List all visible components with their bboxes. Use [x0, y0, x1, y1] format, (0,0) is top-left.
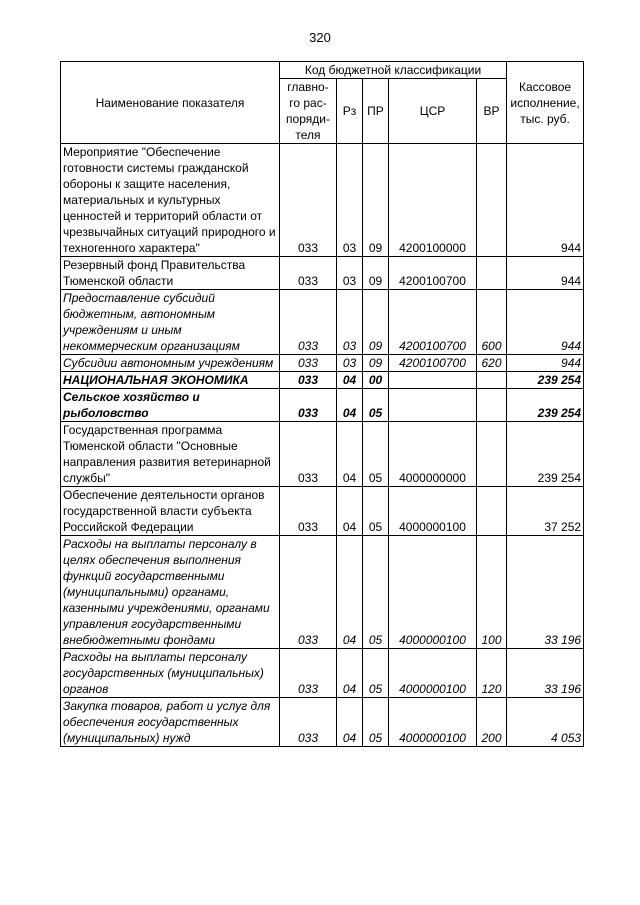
cell-admin: 033	[280, 372, 337, 389]
cell-amount: 944	[507, 257, 584, 290]
cell-vr: 200	[477, 698, 507, 747]
cell-amount: 33 196	[507, 536, 584, 649]
cell-rz: 04	[337, 536, 363, 649]
table-row	[61, 389, 584, 422]
cell-admin: 033	[280, 487, 337, 536]
cell-csr	[389, 372, 477, 389]
header-rz: Рз	[337, 79, 363, 144]
table-row	[61, 372, 584, 389]
cell-rz: 04	[337, 649, 363, 698]
cell-admin: 033	[280, 536, 337, 649]
cell-name: НАЦИОНАЛЬНАЯ ЭКОНОМИКА	[61, 372, 280, 389]
cell-amount: 239 254	[507, 389, 584, 422]
cell-amount: 944	[507, 290, 584, 355]
header-vr: ВР	[477, 79, 507, 144]
cell-name: Расходы на выплаты персоналу государственных (муниципальных) органов	[61, 649, 280, 698]
table-row	[61, 487, 584, 536]
cell-pr: 05	[363, 649, 389, 698]
cell-amount: 239 254	[507, 372, 584, 389]
cell-pr: 05	[363, 487, 389, 536]
cell-pr: 09	[363, 257, 389, 290]
cell-vr: 120	[477, 649, 507, 698]
cell-csr: 4200100700	[389, 290, 477, 355]
cell-amount: 4 053	[507, 698, 584, 747]
cell-rz: 03	[337, 257, 363, 290]
cell-vr	[477, 422, 507, 487]
table-row	[61, 144, 584, 257]
cell-rz: 03	[337, 355, 363, 372]
cell-vr	[477, 257, 507, 290]
cell-name: Субсидии автономным учреждениям	[61, 355, 280, 372]
cell-vr	[477, 144, 507, 257]
cell-name: Государственная программа Тюменской области "Основные направления развития ветеринарной службы"	[61, 422, 280, 487]
header-pr: ПР	[363, 79, 389, 144]
cell-rz: 04	[337, 422, 363, 487]
cell-name: Обеспечение деятельности органов государственной власти субъекта Российской Федерации	[61, 487, 280, 536]
cell-rz: 04	[337, 389, 363, 422]
cell-pr: 09	[363, 355, 389, 372]
cell-name: Сельское хозяйство и рыболовство	[61, 389, 280, 422]
cell-amount: 944	[507, 355, 584, 372]
budget-table	[60, 61, 584, 747]
cell-vr: 100	[477, 536, 507, 649]
cell-name: Резервный фонд Правительства Тюменской области	[61, 257, 280, 290]
cell-rz: 04	[337, 372, 363, 389]
cell-pr: 09	[363, 144, 389, 257]
cell-pr: 05	[363, 422, 389, 487]
cell-csr: 4000000100	[389, 649, 477, 698]
cell-vr: 600	[477, 290, 507, 355]
cell-csr: 4000000100	[389, 698, 477, 747]
cell-name: Закупка товаров, работ и услуг для обеспечения государственных (муниципальных) нужд	[61, 698, 280, 747]
table-row	[61, 536, 584, 649]
cell-csr: 4200100700	[389, 257, 477, 290]
cell-pr: 05	[363, 536, 389, 649]
cell-name: Мероприятие "Обеспечение готовности системы гражданской обороны к защите населения, материальных и культурных ценностей и территорий области от чрезвычайных ситуаций природного и техногенного характера"	[61, 144, 280, 257]
header-amount: Кассовое исполнение, тыс. руб.	[507, 62, 584, 144]
cell-amount: 33 196	[507, 649, 584, 698]
cell-rz: 03	[337, 144, 363, 257]
header-admin: главно-го рас-поряди-теля	[280, 79, 337, 144]
table-row	[61, 257, 584, 290]
header-csr: ЦСР	[389, 79, 477, 144]
cell-pr: 00	[363, 372, 389, 389]
cell-vr	[477, 487, 507, 536]
cell-admin: 033	[280, 355, 337, 372]
cell-amount: 239 254	[507, 422, 584, 487]
cell-name: Расходы на выплаты персоналу в целях обеспечения выполнения функций государственными (муниципальными) органами, казенными учреждениями, органами управления государственными внебюджетными фондами	[61, 536, 280, 649]
cell-name: Предоставление субсидий бюджетным, автономным учреждениям и иным некоммерческим организациям	[61, 290, 280, 355]
cell-pr: 09	[363, 290, 389, 355]
table-row	[61, 698, 584, 747]
cell-csr	[389, 389, 477, 422]
cell-admin: 033	[280, 144, 337, 257]
cell-admin: 033	[280, 422, 337, 487]
cell-admin: 033	[280, 257, 337, 290]
cell-pr: 05	[363, 698, 389, 747]
page-number: 320	[309, 30, 331, 45]
cell-rz: 04	[337, 487, 363, 536]
cell-rz: 04	[337, 698, 363, 747]
header-name: Наименование показателя	[61, 62, 280, 144]
cell-pr: 05	[363, 389, 389, 422]
table-row	[61, 422, 584, 487]
cell-admin: 033	[280, 698, 337, 747]
header-code-group: Код бюджетной классификации	[280, 62, 507, 79]
cell-csr: 4000000000	[389, 422, 477, 487]
cell-csr: 4200100000	[389, 144, 477, 257]
cell-admin: 033	[280, 649, 337, 698]
cell-amount: 944	[507, 144, 584, 257]
cell-vr	[477, 389, 507, 422]
cell-rz: 03	[337, 290, 363, 355]
cell-csr: 4000000100	[389, 487, 477, 536]
cell-vr	[477, 372, 507, 389]
table-row	[61, 355, 584, 372]
table-row	[61, 649, 584, 698]
cell-admin: 033	[280, 389, 337, 422]
table-row	[61, 290, 584, 355]
cell-amount: 37 252	[507, 487, 584, 536]
cell-vr: 620	[477, 355, 507, 372]
cell-csr: 4200100700	[389, 355, 477, 372]
cell-admin: 033	[280, 290, 337, 355]
cell-csr: 4000000100	[389, 536, 477, 649]
